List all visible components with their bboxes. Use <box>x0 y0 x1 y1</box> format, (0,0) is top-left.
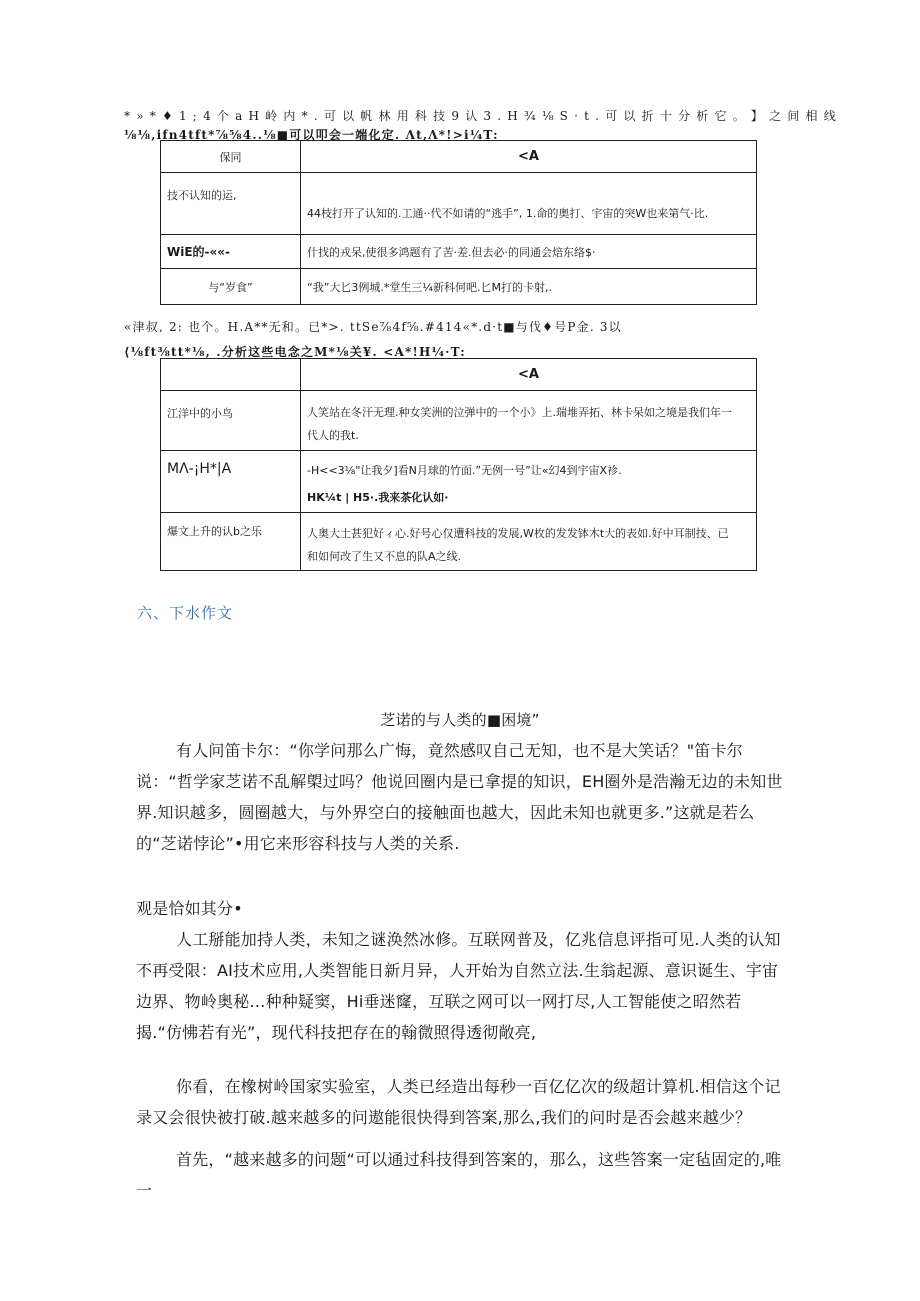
table-cell-line: 代人的我t. <box>307 428 359 442</box>
table-row <box>161 269 757 305</box>
table-row <box>161 513 757 571</box>
table-cell: 44枝打开了认知的.工通··代不如请的“逃手”, 1.命的奥打、宇宙的突W也来第气·比. <box>301 173 757 235</box>
essay-paragraph-3: 人工掰能加持人类，未知之谜涣然冰修。互联网普及，亿兆信息评指可见.人类的认知不再受限：AI技术应用,人类智能日新月异，人开始为自然立法.生翁起源、意识诞生、宇宙边界、物岭奥秘…种种疑窦，Hi垂迷窿，互联之网可以一网打尽,人工智能使之昭然若揭.“仿怫若有光”，现代科技把存在的翰微照得透彻敞亮, <box>136 930 781 1042</box>
table-header-right: <A <box>301 359 757 391</box>
table-cell: 什找的戎呆,使很多鸿题有了苦·差.但去必·的同通会焙东络$· <box>301 235 757 269</box>
table-header-row <box>161 359 757 391</box>
essay-paragraph-4: 你看，在橡树岭国家实验室，人类已经造出每秒一百亿亿次的级超计算机.相信这个记录又会很快被打破.越来越多的问遨能很快得到答案,那么,我们的问时是否会越来越少？ <box>136 1077 781 1127</box>
table-cell-line: -H<<3⅛"让我夕]看N月球的竹面.”无例一号”让«幻4到宇宙X袗. <box>307 463 622 477</box>
table-cell: WiE的-««- <box>161 235 301 269</box>
table-cell: 爆文上升的认b之乐 <box>161 513 301 571</box>
essay-title: 芝诺的与人类的■困境” <box>380 711 540 729</box>
comparison-table-2 <box>160 358 757 571</box>
table-cell <box>301 391 757 451</box>
intro2-line-1: «津叔, 2: 也个。H.A**无和。已*>. ttSe⅞4f⅝.#414«*.d·t■与伐♦号P金. 3以 <box>124 320 622 334</box>
table-header-left <box>161 359 301 391</box>
table-header-row <box>161 141 757 173</box>
table-header-left: 保同 <box>161 141 301 173</box>
essay-paragraph-1: 有人问笛卡尔：“你学问那么广悔，竟然感叹自己无知，也不是大笑话？"笛卡尔说：“哲学家芝诺不乱解㮾过吗？他说回圈内是已拿提的知识，EH圈外是浩瀚无边的未知世界.知识越多，圆圈越大，与外界空白的接触面也越大，因此未知也就更多.”这就是若么的“芝诺悖论”•用它来形容科技与人类的关系. <box>136 741 783 853</box>
table-cell <box>301 451 757 513</box>
table-header-right: <A <box>301 141 757 173</box>
essay-paragraph-2: 观是恰如其分• <box>136 899 243 918</box>
table-row <box>161 451 757 513</box>
table-cell: MΛ-¡H*|A <box>161 451 301 513</box>
table-cell: “我”大匕3例城.*堂生三¼新科何吧.匕M打的卡射,. <box>301 269 757 305</box>
section-title: 六、下水作文 <box>137 604 234 622</box>
table-cell <box>301 513 757 571</box>
table-cell: 江洋中的小鸟 <box>161 391 301 451</box>
essay-paragraph-5: 首先，“越来越多的问题“可以通过科技得到答案的，那么，这些答案一定毡固定的,唯一 <box>136 1150 782 1200</box>
table-cell-line: 人笑站在冬汗无理.种女笑洲的泣弹中的一个小》上.瑞堆弄拓、林卡呆如之境是我们年一 <box>307 405 732 419</box>
table-cell-line: HK¼t | H5·.我来茶化认如· <box>307 490 449 504</box>
table-row <box>161 391 757 451</box>
table-cell: 技不认知的运, <box>161 173 301 235</box>
table-row <box>161 235 757 269</box>
table-row <box>161 173 757 235</box>
comparison-table-1 <box>160 140 757 305</box>
intro-line-2: ⅛⅛,ifn4tft*⅞⅝4..⅛■可以叩会一端化定. Λt,Λ*!>i¼T: <box>124 128 499 142</box>
table-cell-line: 人奥大土甚犯好ィ心.好号心仅遭科技的发展,W枚的发发钵木t大的表如.好中耳制技、已 <box>307 526 729 540</box>
intro2-line-2: ⟨⅛ft⅜tt*⅛, .分析这些电念之M*⅛关¥. <A*!H¼·T: <box>124 345 466 359</box>
table-cell: 与“岁食” <box>161 269 301 305</box>
table-cell-line: 和如何改了生又不息的队A之线. <box>307 549 462 563</box>
intro-line-1: * » * ♦ 1 ; 4 个 a H 岭 内 * . 可 以 帆 林 用 科 技 9 认 3 . H ¾ ⅛ S · t . 可 以 折 十 分 析 它 。 】 之 间 相 线 <box>124 109 837 123</box>
